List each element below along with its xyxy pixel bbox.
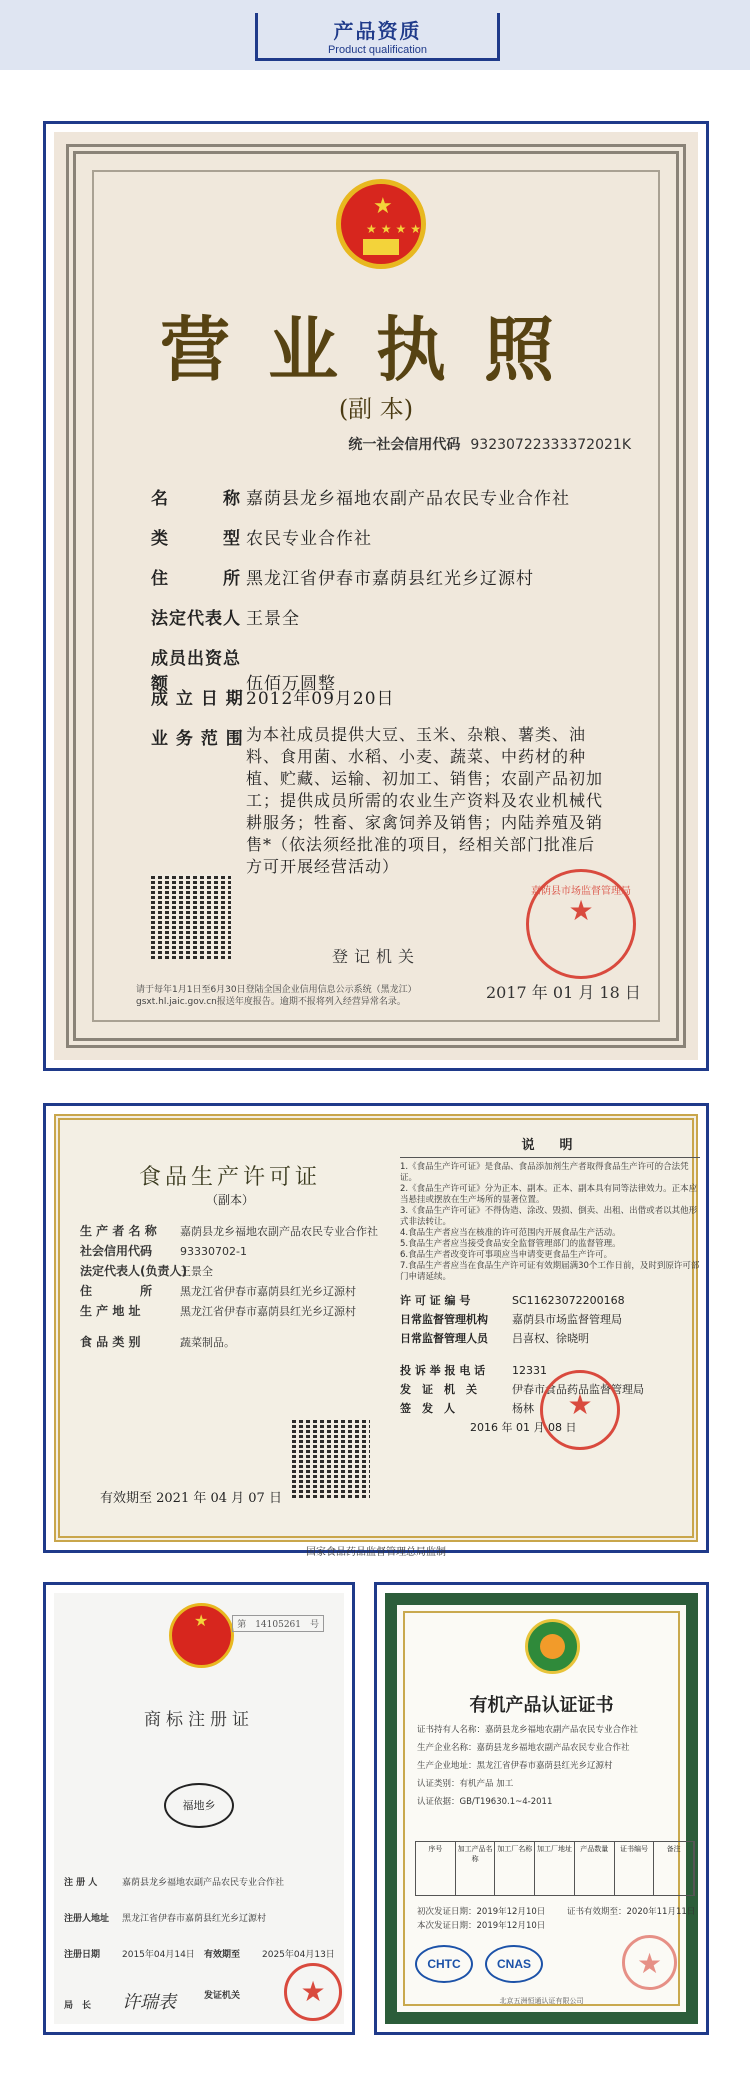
permit-note: 1.《食品生产许可证》是食品、食品添加剂生产者取得食品生产许可的合法凭证。 [400, 1162, 689, 1183]
permit-stamp: ★ [540, 1370, 620, 1450]
permit-note: 3.《食品生产许可证》不得伪造、涂改、毁损、倒卖、出租、出借或者以其他形式非法转让。 [400, 1206, 698, 1227]
business-scope: 为本社成员提供大豆、玉米、杂粮、薯类、油料、食用菌、水稻、小麦、蔬菜、中药材的种植、贮藏、运输、初加工、销售；农副产品初加工；提供成员所需的农业生产资料及农业机械代耕服务；牲畜、家禽饲养及销售；内陆养殖及销售*（依法须经批准的项目，经相关部门批准后方可开展经营活动） [246, 725, 604, 876]
cnas-logo: CNAS [485, 1945, 543, 1983]
explain-title: 说 明 [400, 1134, 700, 1158]
license-field: 成员出资总额 伍佰万圆整 [151, 649, 336, 694]
permit-valid-until: 有效期至 2021 年 04 月 07 日 [100, 1491, 282, 1506]
organic-stamp: ★ [622, 1935, 677, 1990]
license-field: 类 型 农民专业合作社 [151, 529, 372, 549]
organic-line: 认证类别：有机产品 加工 [417, 1779, 514, 1789]
business-license [54, 132, 698, 1060]
organic-certificate [385, 1593, 698, 2024]
license-issue-date: 2017 年 01 月 18 日 [486, 983, 641, 1002]
trademark-certificate [54, 1593, 344, 2024]
permit-note: 7.食品生产者应当在食品生产许可证有效期届满30个工作日前，及时到原许可部门申请延续。 [400, 1261, 700, 1282]
credit-code: 统一社会信用代码 93230722333372021K [348, 437, 631, 453]
trademark-row: 发证机关 [204, 1991, 241, 2001]
business-license-frame [43, 121, 709, 1071]
organic-line: 生产企业地址：黑龙江省伊春市嘉荫县红光乡辽源村 [417, 1761, 613, 1771]
permit-kv: 签 发 人 杨林 [400, 1402, 534, 1415]
organic-line: 证书持有人名称：嘉荫县龙乡福地农副产品农民专业合作社 [417, 1725, 639, 1735]
trademark-logo: 福地乡 [164, 1783, 234, 1828]
permit-note: 6.食品生产者改变许可事项应当申请变更食品生产许可。 [400, 1250, 613, 1260]
permit-note: 4.食品生产者应当在核准的许可范围内开展食品生产活动。 [400, 1228, 621, 1238]
organic-line: 证书有效期至：2020年11月11日 [567, 1907, 696, 1917]
license-field: 业 务 范 围 [151, 729, 244, 749]
permit-field: 住 所 黑龙江省伊春市嘉荫县红光乡辽源村 [80, 1284, 356, 1298]
food-permit-frame [43, 1103, 709, 1558]
license-field: 法定代表人 王景全 [151, 609, 300, 629]
permit-field: 生 产 地 址 黑龙江省伊春市嘉荫县红光乡辽源村 [80, 1304, 356, 1318]
permit-field: 食 品 类 别 蔬菜制品。 [80, 1335, 235, 1349]
section-title: 产品资质 [333, 19, 422, 43]
permit-copy-label: （副本） [205, 1193, 254, 1207]
permit-field: 社会信用代码 93330702-1 [80, 1244, 247, 1258]
permit-kv: 投 诉 举 报 电 话 12331 [400, 1364, 547, 1377]
permit-title: 食品生产许可证 [138, 1165, 321, 1190]
permit-field: 生 产 者 名 称 嘉荫县龙乡福地农副产品农民专业合作社 [80, 1224, 378, 1238]
organic-cert-frame [374, 1582, 709, 2035]
organic-line: 本次发证日期：2019年12月10日 [417, 1921, 546, 1931]
trademark-frame [43, 1582, 355, 2035]
organic-title: 有机产品认证证书 [469, 1695, 614, 1716]
trademark-stamp: ★ [284, 1963, 342, 2021]
trademark-row: 局 长 许瑞表 [64, 1992, 176, 2013]
license-copy-label: (副 本) [338, 395, 414, 423]
permit-kv: 许 可 证 编 号 SC11623072200168 [400, 1294, 625, 1307]
qr-code [292, 1420, 370, 1498]
license-field: 住 所 黑龙江省伊春市嘉荫县红光乡辽源村 [151, 569, 534, 589]
section-title-box [255, 13, 500, 61]
permit-note: 2.《食品生产许可证》分为正本、副本。正本、副本具有同等法律效力。正本应当悬挂或摆放在生产场所的显著位置。 [400, 1184, 698, 1205]
trademark-row: 注册日期 2015年04月14日 [64, 1950, 195, 1960]
trademark-row: 注册人地址 黑龙江省伊春市嘉荫县红光乡辽源村 [64, 1914, 267, 1924]
official-stamp: 嘉荫县市场监督管理局 ★ [526, 869, 636, 979]
organic-line: 认证依据：GB/T19630.1~4-2011 [417, 1797, 553, 1807]
trademark-number: 第 14105261 号 [232, 1615, 324, 1632]
chtc-logo: CHTC [415, 1945, 473, 1983]
permit-kv: 发 证 机 关 伊春市食品药品监督管理局 [400, 1383, 644, 1396]
annual-report-notice: 请于每年1月1日至6月30日登陆全国企业信用信息公示系统（黑龙江）gsxt.hl.jaic.gov.cn报送年度报告。逾期不报将列入经营异常名录。 [136, 985, 417, 1007]
organic-line: 生产企业名称：嘉荫县龙乡福地农副产品农民专业合作社 [417, 1743, 630, 1753]
organic-footer: 北京五洲恒通认证有限公司 [499, 1997, 584, 2005]
permit-note: 5.食品生产者应当接受食品安全监督管理部门的监督管理。 [400, 1239, 621, 1249]
permit-issuer: 国家食品药品监督管理总局监制 [306, 1547, 446, 1558]
license-field: 成 立 日 期 2012年09月20日 [151, 689, 395, 709]
license-title: 营业执照 [160, 309, 592, 391]
trademark-row: 注 册 人 嘉荫县龙乡福地农副产品农民专业合作社 [64, 1878, 285, 1888]
organic-logo-icon [525, 1619, 580, 1674]
license-field: 名 称 嘉荫县龙乡福地农副产品农民专业合作社 [151, 489, 570, 509]
page-header [0, 0, 750, 70]
trademark-title: 商标注册证 [144, 1710, 254, 1730]
permit-field: 法定代表人(负责人)王景全 [80, 1264, 213, 1278]
trademark-row: 有效期至 2025年04月13日 [204, 1950, 335, 1960]
permit-issue-date: 2016 年 01 月 08 日 [470, 1421, 577, 1434]
registration-authority: 登记机关 [331, 947, 420, 966]
food-production-permit [54, 1114, 700, 1558]
organic-line: 初次发证日期：2019年12月10日 [417, 1907, 546, 1917]
permit-kv: 日常监督管理人员 吕喜权、徐晓明 [400, 1332, 589, 1345]
national-emblem-icon: ★ [169, 1603, 234, 1668]
permit-kv: 日常监督管理机构 嘉荫县市场监督管理局 [400, 1313, 622, 1326]
organic-table: 序号 加工产品名称 加工厂名称 加工厂地址 产品数量 证书编号 备注 [415, 1841, 695, 1896]
national-emblem-icon: ★ ★★★★ [336, 179, 426, 269]
section-subtitle: Product qualification [327, 44, 428, 56]
